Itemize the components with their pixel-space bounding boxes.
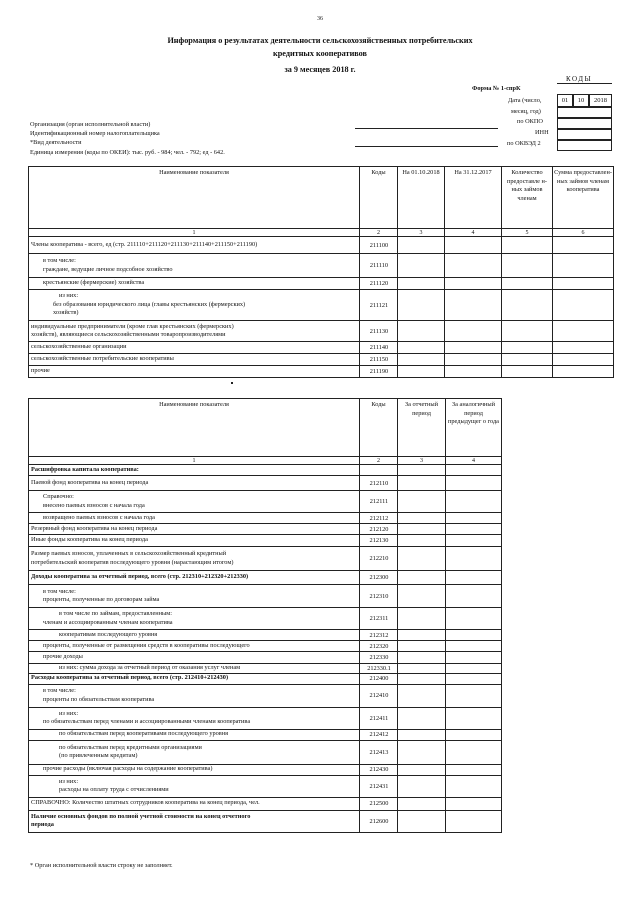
value-cell[interactable]	[553, 237, 614, 254]
row-label: из них: без образования юридического лица (главы крестьянских (фермерских) хозяйств)	[29, 290, 360, 321]
header-col3: За отчетный период	[398, 399, 446, 457]
table-row	[29, 524, 502, 535]
table-row	[29, 366, 614, 378]
row-code: 211140	[360, 342, 398, 354]
value-cell[interactable]	[502, 342, 553, 354]
activity-field[interactable]	[355, 146, 498, 147]
row-code: 212111	[360, 491, 398, 513]
value-cell[interactable]	[446, 797, 502, 810]
column-numbers-row	[29, 229, 614, 237]
value-cell[interactable]	[446, 547, 502, 571]
report-title-period: за 9 месяцев 2018 г.	[284, 65, 356, 74]
value-cell[interactable]	[502, 321, 553, 342]
table-row	[29, 673, 502, 684]
value-cell[interactable]	[398, 513, 446, 524]
row-label: Иные фонды кооператива на конец периода	[29, 535, 360, 547]
row-label: из них: по обязательствам перед членами и ассоциированными членами кооператива	[29, 707, 360, 729]
row-code: 212311	[360, 608, 398, 630]
row-label: в том числе: проценты, полученные по договорам займа	[29, 585, 360, 608]
row-label: сельскохозяйственные потребительские кооперативы	[29, 354, 360, 366]
row-code: 212400	[360, 673, 398, 684]
row-label: прочие доходы	[29, 652, 360, 664]
value-cell[interactable]	[553, 254, 614, 278]
row-label: сельскохозяйственные организации	[29, 342, 360, 354]
value-cell[interactable]	[446, 764, 502, 775]
table-row	[29, 321, 614, 342]
value-cell[interactable]	[446, 630, 502, 641]
value-cell[interactable]	[398, 673, 446, 684]
value-cell[interactable]	[446, 641, 502, 652]
col-number: 2	[360, 457, 398, 465]
value-cell[interactable]	[445, 290, 502, 321]
value-cell[interactable]	[446, 684, 502, 707]
table-row	[29, 254, 614, 278]
row-label: Справочно: внесено паевых взносов с начала года	[29, 491, 360, 513]
organization-label: Организация (орган исполнительной власти)	[30, 121, 151, 128]
table-row	[29, 476, 502, 491]
row-label: Доходы кооператива за отчетный период, всего (стр. 212310+212320+212330)	[29, 571, 360, 585]
value-cell[interactable]	[502, 366, 553, 378]
value-cell[interactable]	[446, 524, 502, 535]
table-row	[29, 630, 502, 641]
value-cell[interactable]	[445, 237, 502, 254]
table-row	[29, 465, 502, 476]
value-cell[interactable]	[553, 366, 614, 378]
value-cell[interactable]	[446, 673, 502, 684]
value-cell[interactable]	[398, 585, 446, 608]
value-cell[interactable]	[502, 237, 553, 254]
row-label: индивидуальные предприниматели (кроме глав крестьянских (фермерских) хозяйств), являющиеся сельскохозяйственными товаропроизводителями	[29, 321, 360, 342]
row-code: 211150	[360, 354, 398, 366]
value-cell[interactable]	[446, 775, 502, 797]
header-code: Коды	[360, 167, 398, 229]
row-label: прочие	[29, 366, 360, 378]
value-cell[interactable]	[398, 366, 445, 378]
row-label: по обязательствам перед кредитными организациями (по привлеченным кредитам)	[29, 740, 360, 764]
units-label: Единица измерения (коды по ОКЕИ): тыс. руб. - 984; чел. - 792; ед - 642.	[30, 149, 225, 156]
col-number: 6	[553, 229, 614, 237]
value-cell[interactable]	[446, 535, 502, 547]
header-col4: На 31.12.2017	[445, 167, 502, 229]
row-label: Резервный фонд кооператива на конец периода	[29, 524, 360, 535]
okved-label: по ОКВЭД 2	[507, 140, 541, 147]
value-cell[interactable]	[398, 535, 446, 547]
form-label: Форма № 1-спрК	[472, 85, 521, 92]
report-title-line1: Информация о результатах деятельности сельскохозяйственных потребительских	[167, 36, 473, 45]
row-code: 211100	[360, 237, 398, 254]
value-cell[interactable]	[398, 729, 446, 740]
value-cell[interactable]	[445, 321, 502, 342]
row-code: 211121	[360, 290, 398, 321]
row-label: прочие расходы (включая расходы на содержание кооператива)	[29, 764, 360, 775]
value-cell[interactable]	[445, 354, 502, 366]
value-cell[interactable]	[502, 254, 553, 278]
row-code: 211110	[360, 254, 398, 278]
table-row	[29, 237, 614, 254]
value-cell[interactable]	[446, 513, 502, 524]
row-code: 212411	[360, 707, 398, 729]
row-code: 212320	[360, 641, 398, 652]
table-row	[29, 535, 502, 547]
value-cell[interactable]	[445, 366, 502, 378]
row-code: 212110	[360, 476, 398, 491]
table-row	[29, 585, 502, 608]
date-day-field[interactable]: 01	[557, 94, 573, 107]
table-row	[29, 729, 502, 740]
table-row	[29, 707, 502, 729]
table-row	[29, 684, 502, 707]
col-number: 2	[360, 229, 398, 237]
row-code	[360, 465, 398, 476]
report-title-line2: кредитных кооперативов	[273, 49, 367, 58]
table-row	[29, 775, 502, 797]
table-row	[29, 342, 614, 354]
table-row	[29, 491, 502, 513]
value-cell[interactable]	[398, 684, 446, 707]
row-code: 212330	[360, 652, 398, 664]
value-cell[interactable]	[398, 547, 446, 571]
value-cell[interactable]	[446, 465, 502, 476]
capital-table	[28, 398, 502, 833]
value-cell[interactable]	[398, 707, 446, 729]
value-cell[interactable]	[398, 764, 446, 775]
value-cell[interactable]	[446, 729, 502, 740]
okved-field[interactable]	[557, 140, 612, 151]
value-cell[interactable]	[398, 476, 446, 491]
table-row	[29, 764, 502, 775]
col-number: 4	[446, 457, 502, 465]
value-cell[interactable]	[398, 491, 446, 513]
row-label: проценты, полученные от размещения средств в кооперативы последующего	[29, 641, 360, 652]
date-month-field[interactable]: 10	[573, 94, 589, 107]
inn-field[interactable]	[557, 129, 612, 140]
header-col4: За аналогичный период предыдущег о года	[446, 399, 502, 457]
value-cell[interactable]	[445, 342, 502, 354]
row-label: из них: расходы на оплату труда с отчислениями	[29, 775, 360, 797]
table-row	[29, 547, 502, 571]
row-label: в том числе: проценты по обязательствам кооператива	[29, 684, 360, 707]
page-number: 36	[317, 16, 323, 22]
value-cell[interactable]	[398, 740, 446, 764]
value-cell[interactable]	[398, 290, 445, 321]
value-cell[interactable]	[398, 354, 445, 366]
value-cell[interactable]	[553, 354, 614, 366]
value-cell[interactable]	[446, 491, 502, 513]
table-row	[29, 290, 614, 321]
row-code: 212310	[360, 585, 398, 608]
value-cell[interactable]	[553, 290, 614, 321]
table-row	[29, 513, 502, 524]
table-row	[29, 278, 614, 290]
row-label: Паевой фонд кооператива на конец периода	[29, 476, 360, 491]
value-cell[interactable]	[446, 585, 502, 608]
header-col5: Количество предоставле н- ных займов членам	[502, 167, 553, 229]
col-number: 3	[398, 229, 445, 237]
value-cell[interactable]	[502, 354, 553, 366]
codes-header: КОДЫ	[566, 75, 593, 83]
header-col3: На 01.10.2018	[398, 167, 445, 229]
row-code: 212112	[360, 513, 398, 524]
inn-label: ИНН	[535, 129, 549, 136]
value-cell[interactable]	[398, 321, 445, 342]
row-label: по обязательствам перед кооперативами последующего уровня	[29, 729, 360, 740]
value-cell[interactable]	[398, 797, 446, 810]
value-cell[interactable]	[502, 290, 553, 321]
col-number: 3	[398, 457, 446, 465]
row-label: Наличие основных фондов по полной учетной стоимости на конец отчетного периода	[29, 810, 360, 832]
taxpayer-id-label: Идентификационный номер налогоплательщика	[30, 130, 160, 137]
row-code: 212500	[360, 797, 398, 810]
row-code: 212430	[360, 764, 398, 775]
table-row	[29, 740, 502, 764]
header-col6: Сумма предоставлен- ных займов членам кооператива	[553, 167, 614, 229]
value-cell[interactable]	[446, 571, 502, 585]
value-cell[interactable]	[398, 465, 446, 476]
value-cell[interactable]	[398, 342, 445, 354]
value-cell[interactable]	[398, 237, 445, 254]
value-cell[interactable]	[445, 254, 502, 278]
okpo-field[interactable]	[557, 118, 612, 129]
date-year-field[interactable]: 2018	[589, 94, 612, 107]
row-label: СПРАВОЧНО: Количество штатных сотрудников кооператива на конец периода, чел.	[29, 797, 360, 810]
header-name: Наименование показателя	[29, 167, 360, 229]
row-label: из них: сумма дохода за отчетный период от оказания услуг членам	[29, 664, 360, 674]
row-code: 212312	[360, 630, 398, 641]
value-cell[interactable]	[398, 524, 446, 535]
stray-mark	[231, 382, 233, 384]
col-number: 4	[445, 229, 502, 237]
table-row	[29, 641, 502, 652]
row-label: Члены кооператива - всего, ед (стр. 211110+211120+211130+211140+211150+211190)	[29, 237, 360, 254]
row-label: Расходы кооператива за отчетный период, всего (стр. 212410+212430)	[29, 673, 360, 684]
date-extra-field[interactable]	[557, 107, 612, 118]
section-label: Расшифровка капитала кооператива:	[29, 465, 360, 476]
table-row	[29, 797, 502, 810]
value-cell[interactable]	[553, 278, 614, 290]
row-label: в том числе: граждане, ведущие личное подсобное хозяйство	[29, 254, 360, 278]
organization-field[interactable]	[355, 128, 498, 129]
row-code: 212600	[360, 810, 398, 832]
table-row	[29, 571, 502, 585]
table-row	[29, 810, 502, 832]
value-cell[interactable]	[398, 571, 446, 585]
row-code: 211120	[360, 278, 398, 290]
row-code: 212300	[360, 571, 398, 585]
date-label-2: месяц, год)	[511, 108, 541, 115]
row-label: возвращено паевых взносов с начала года	[29, 513, 360, 524]
row-label: кооперативам последующего уровня	[29, 630, 360, 641]
col-number: 1	[29, 229, 360, 237]
value-cell[interactable]	[446, 740, 502, 764]
value-cell[interactable]	[446, 476, 502, 491]
table-row	[29, 354, 614, 366]
value-cell[interactable]	[398, 278, 445, 290]
value-cell[interactable]	[398, 810, 446, 832]
table-header-row	[29, 399, 502, 457]
header-name: Наименование показателя	[29, 399, 360, 457]
footnote: * Орган исполнительной власти строку не заполняет.	[30, 862, 173, 869]
row-code: 212120	[360, 524, 398, 535]
value-cell[interactable]	[398, 775, 446, 797]
row-code: 212130	[360, 535, 398, 547]
value-cell[interactable]	[553, 321, 614, 342]
col-number: 1	[29, 457, 360, 465]
value-cell[interactable]	[446, 810, 502, 832]
value-cell[interactable]	[553, 342, 614, 354]
row-label: крестьянские (фермерские) хозяйства	[29, 278, 360, 290]
row-label: в том числе по займам, предоставленным: членам и ассоциированным членам кооператива	[29, 608, 360, 630]
row-code: 212410	[360, 684, 398, 707]
value-cell[interactable]	[446, 707, 502, 729]
value-cell[interactable]	[398, 652, 446, 664]
row-code: 212210	[360, 547, 398, 571]
value-cell[interactable]	[445, 278, 502, 290]
value-cell[interactable]	[398, 608, 446, 630]
row-code: 212330.1	[360, 664, 398, 674]
table-row	[29, 664, 502, 674]
value-cell[interactable]	[398, 254, 445, 278]
row-code: 212412	[360, 729, 398, 740]
date-label: Дата (число,	[508, 97, 542, 104]
table-row	[29, 608, 502, 630]
value-cell[interactable]	[446, 664, 502, 674]
value-cell[interactable]	[446, 652, 502, 664]
okpo-label: по ОКПО	[517, 118, 543, 125]
row-code: 212413	[360, 740, 398, 764]
members-table	[28, 166, 614, 378]
row-code: 211130	[360, 321, 398, 342]
value-cell[interactable]	[446, 608, 502, 630]
row-label: Размер паевых взносов, уплаченных в сельскохозяйственный кредитный потребительский кооператив последующего уровня (нарастающим итогом)	[29, 547, 360, 571]
row-code: 212431	[360, 775, 398, 797]
col-number: 5	[502, 229, 553, 237]
value-cell[interactable]	[398, 630, 446, 641]
row-code: 211190	[360, 366, 398, 378]
table-header-row	[29, 167, 614, 229]
value-cell[interactable]	[398, 641, 446, 652]
header-code: Коды	[360, 399, 398, 457]
table-row	[29, 652, 502, 664]
column-numbers-row	[29, 457, 502, 465]
value-cell[interactable]	[502, 278, 553, 290]
activity-label: *Вид деятельности	[30, 139, 82, 146]
value-cell[interactable]	[398, 664, 446, 674]
